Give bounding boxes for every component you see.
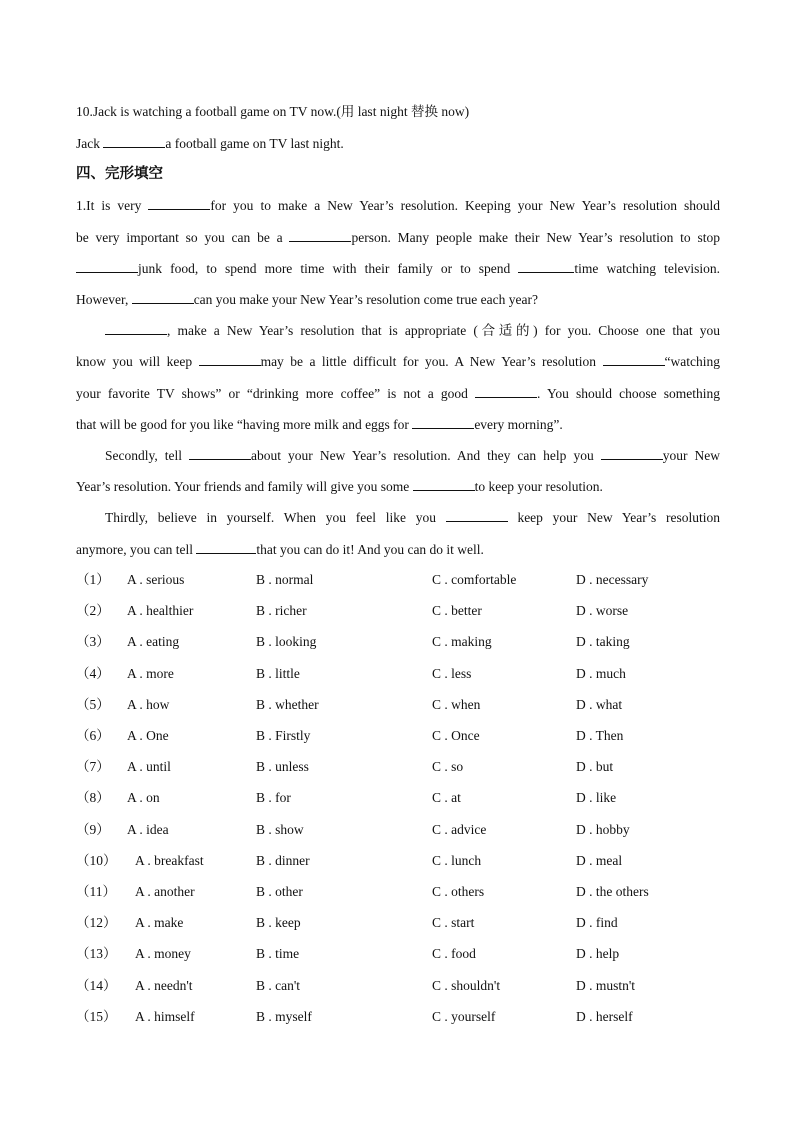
blank-8[interactable]	[603, 352, 665, 366]
option-a[interactable]: A . eating	[127, 634, 180, 649]
option-a[interactable]: A . until	[127, 759, 171, 774]
option-d[interactable]: D . like	[576, 790, 617, 805]
passage-line	[76, 415, 563, 434]
option-b[interactable]: B . richer	[256, 603, 307, 618]
passage-line	[76, 196, 720, 215]
passage-text: time watching television.	[574, 261, 720, 276]
option-number: （3）	[76, 634, 110, 649]
option-d[interactable]: D . worse	[576, 603, 629, 618]
q10-answer-pre: Jack	[76, 136, 104, 151]
option-d[interactable]: D . but	[576, 759, 614, 774]
option-b[interactable]: B . keep	[256, 915, 301, 930]
option-a[interactable]: A . healthier	[127, 603, 194, 618]
option-row	[76, 821, 720, 839]
option-c[interactable]: C . food	[432, 946, 476, 961]
option-row	[76, 571, 720, 589]
option-b[interactable]: B . other	[256, 884, 303, 899]
blank-10[interactable]	[412, 415, 474, 429]
passage-text: 1.It is very	[76, 198, 149, 213]
option-a[interactable]: A . himself	[135, 1009, 195, 1024]
option-b[interactable]: B . whether	[256, 697, 319, 712]
option-a[interactable]: A . idea	[127, 822, 169, 837]
option-d[interactable]: D . mustn't	[576, 978, 636, 993]
option-row	[76, 914, 720, 932]
passage-line	[76, 508, 720, 527]
passage-text: Secondly, tell	[105, 448, 190, 463]
passage-text: person. Many people make their New Year’s resolution to stop	[351, 230, 720, 245]
option-number: （9）	[76, 822, 110, 837]
option-b[interactable]: B . time	[256, 946, 300, 961]
passage-line	[76, 290, 538, 309]
passage-line	[76, 384, 720, 403]
answer-blank[interactable]	[103, 134, 165, 148]
q10-instruction	[76, 103, 469, 121]
passage-text: know you will keep	[76, 354, 199, 369]
blank-7[interactable]	[199, 352, 261, 366]
option-number: （12）	[76, 915, 117, 930]
passage-text: may be a little difficult for you. A New Year’s resolution	[260, 354, 603, 369]
option-d[interactable]: D . hobby	[576, 822, 630, 837]
passage-line	[76, 540, 484, 559]
blank-6[interactable]	[105, 321, 167, 335]
option-d[interactable]: D . help	[576, 946, 620, 961]
passage-text: anymore, you can tell	[76, 542, 197, 557]
passage-line	[76, 446, 720, 465]
passage-line	[76, 259, 720, 278]
option-d[interactable]: D . much	[576, 666, 626, 681]
passage-text: keep your New Year’s resolution	[507, 510, 720, 525]
blank-1[interactable]	[148, 196, 210, 210]
option-a[interactable]: A . One	[127, 728, 169, 743]
passage-text: However,	[76, 292, 132, 307]
passage-text: Thirdly, believe in yourself. When you feel like you	[105, 510, 446, 525]
passage-line	[76, 228, 720, 247]
option-number: （4）	[76, 666, 110, 681]
passage-line	[76, 352, 720, 371]
passage-text: be very important so you can be a	[76, 230, 290, 245]
option-row	[76, 789, 720, 807]
option-a[interactable]: A . make	[135, 915, 184, 930]
option-a[interactable]: A . how	[127, 697, 170, 712]
option-row	[76, 665, 720, 683]
option-c[interactable]: C . lunch	[432, 853, 482, 868]
blank-4[interactable]	[518, 259, 574, 273]
blank-3[interactable]	[76, 259, 138, 273]
option-number: （13）	[76, 946, 117, 961]
option-row	[76, 977, 720, 995]
option-a[interactable]: A . needn't	[135, 978, 193, 993]
option-c[interactable]: C . so	[432, 759, 464, 774]
option-c[interactable]: C . making	[432, 634, 492, 649]
option-number: （15）	[76, 1009, 117, 1024]
q10-instruction-text: 10.Jack is watching a football game on TV now.(用 last night 替换 now)	[76, 104, 470, 119]
option-c[interactable]: C . yourself	[432, 1009, 496, 1024]
option-number: （10）	[76, 853, 117, 868]
option-b[interactable]: B . for	[256, 790, 291, 805]
passage-text: that will be good for you like “having more milk and eggs for	[76, 417, 413, 432]
option-d[interactable]: D . the others	[576, 884, 649, 899]
passage-text: about your New Year’s resolution. And they can help you	[251, 448, 601, 463]
option-number: （2）	[76, 603, 110, 618]
passage-line	[76, 477, 603, 496]
option-c[interactable]: C . Once	[432, 728, 480, 743]
q10-answer-line	[76, 134, 344, 153]
blank-5[interactable]	[132, 290, 194, 304]
option-a[interactable]: A . breakfast	[135, 853, 204, 868]
option-number: （7）	[76, 759, 110, 774]
option-number: （6）	[76, 728, 110, 743]
option-number: （11）	[76, 884, 116, 899]
blank-12[interactable]	[601, 446, 663, 460]
option-a[interactable]: A . serious	[127, 572, 185, 587]
option-d[interactable]: D . taking	[576, 634, 630, 649]
option-c[interactable]: C . comfortable	[432, 572, 517, 587]
option-c[interactable]: C . others	[432, 884, 485, 899]
passage-text: every morning”.	[474, 417, 563, 432]
passage-text: your favorite TV shows” or “drinking more coffee” is not a good	[76, 386, 475, 401]
option-d[interactable]: D . find	[576, 915, 618, 930]
option-row	[76, 602, 720, 620]
option-a[interactable]: A . on	[127, 790, 160, 805]
option-row	[76, 633, 720, 651]
passage-text: Year’s resolution. Your friends and family will give you some	[76, 479, 413, 494]
option-row	[76, 883, 720, 901]
option-c[interactable]: C . better	[432, 603, 482, 618]
passage-text: to keep your resolution.	[474, 479, 603, 494]
option-number: （8）	[76, 790, 110, 805]
passage-text: for you to make a New Year’s resolution. Keeping your New Year’s resolution should	[210, 198, 720, 213]
blank-9[interactable]	[475, 384, 537, 398]
section-heading: 四、完形填空	[76, 166, 163, 182]
blank-15[interactable]	[196, 540, 256, 554]
option-d[interactable]: D . necessary	[576, 572, 649, 587]
option-number: （1）	[76, 572, 110, 587]
option-a[interactable]: A . more	[127, 666, 174, 681]
option-b[interactable]: B . Firstly	[256, 728, 311, 743]
passage-text: that you can do it! And you can do it well.	[256, 542, 484, 557]
blank-2[interactable]	[289, 228, 351, 242]
passage-text: , make a New Year’s resolution that is appropriate (合适的) for you. Choose one that you	[167, 323, 720, 338]
option-c[interactable]: C . at	[432, 790, 461, 805]
option-b[interactable]: B . unless	[256, 759, 309, 774]
option-b[interactable]: B . can't	[256, 978, 301, 993]
passage-text: your New	[662, 448, 720, 463]
option-number: （5）	[76, 697, 110, 712]
option-b[interactable]: B . show	[256, 822, 304, 837]
option-number: （14）	[76, 978, 117, 993]
option-c[interactable]: C . advice	[432, 822, 487, 837]
option-b[interactable]: B . myself	[256, 1009, 312, 1024]
option-d[interactable]: D . meal	[576, 853, 623, 868]
option-row	[76, 696, 720, 714]
blank-11[interactable]	[189, 446, 251, 460]
passage-text: “watching	[664, 354, 720, 369]
option-b[interactable]: B . little	[256, 666, 300, 681]
option-d[interactable]: D . what	[576, 697, 623, 712]
option-b[interactable]: B . looking	[256, 634, 317, 649]
option-d[interactable]: D . herself	[576, 1009, 633, 1024]
option-b[interactable]: B . dinner	[256, 853, 310, 868]
passage-text: can you make your New Year’s resolution come true each year?	[193, 292, 538, 307]
blank-14[interactable]	[446, 508, 508, 522]
option-row	[76, 945, 720, 963]
option-a[interactable]: A . another	[135, 884, 195, 899]
passage-text: . You should choose something	[536, 386, 720, 401]
option-b[interactable]: B . normal	[256, 572, 314, 587]
option-row	[76, 727, 720, 745]
option-row	[76, 1008, 720, 1026]
option-c[interactable]: C . shouldn't	[432, 978, 501, 993]
option-row	[76, 758, 720, 776]
q10-answer-post: a football game on TV last night.	[165, 136, 344, 151]
option-row	[76, 852, 720, 870]
option-d[interactable]: D . Then	[576, 728, 624, 743]
passage-line	[76, 321, 720, 340]
option-c[interactable]: C . when	[432, 697, 481, 712]
blank-13[interactable]	[413, 477, 475, 491]
passage-text: junk food, to spend more time with their family or to spend	[138, 261, 519, 276]
option-a[interactable]: A . money	[135, 946, 191, 961]
option-c[interactable]: C . start	[432, 915, 475, 930]
option-c[interactable]: C . less	[432, 666, 472, 681]
